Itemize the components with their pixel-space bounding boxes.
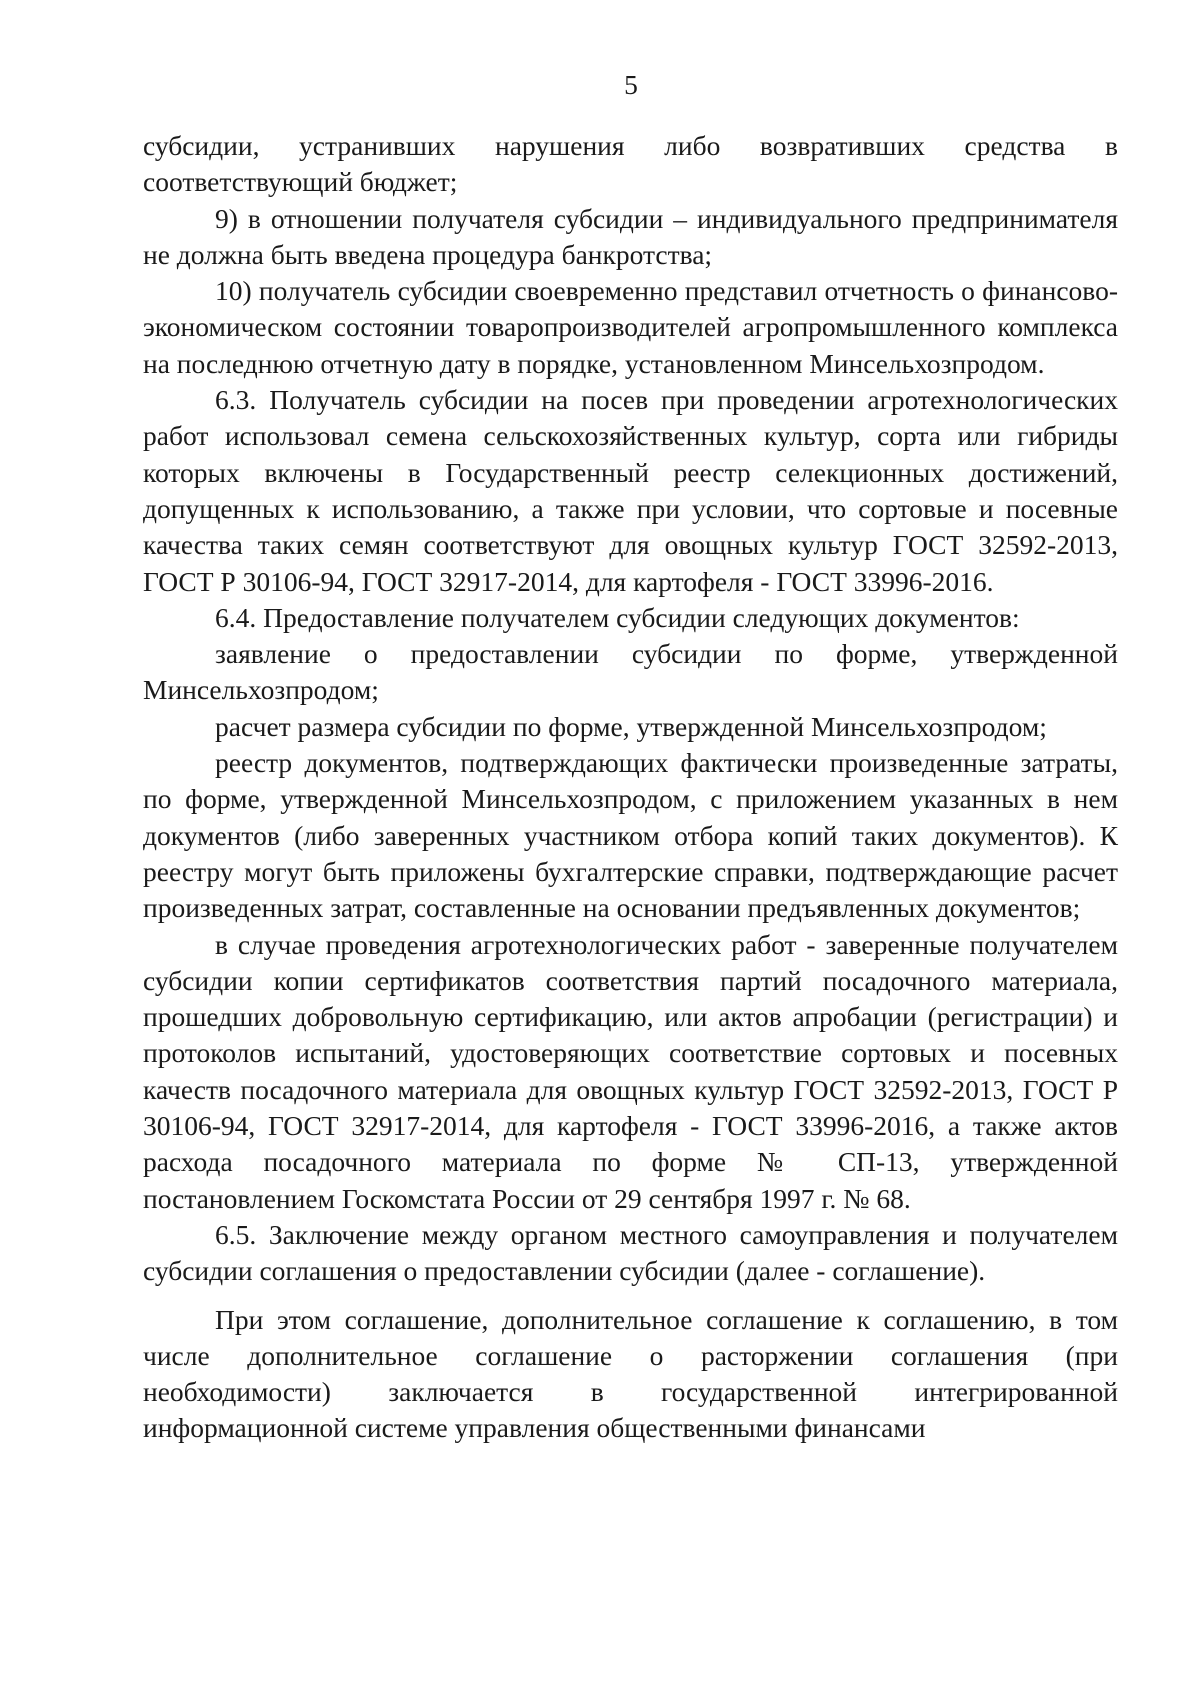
page-number: 5 xyxy=(624,69,638,100)
paragraph-6-4-documents: 6.4. Предоставление получателем субсидии следующих документов: xyxy=(215,601,1020,633)
paragraph-6-5-agreement: 6.5. Заключение между органом местного самоуправления и получателем субсидии соглашения о предоставлении субсидии (далее - соглашение). xyxy=(143,1218,1118,1287)
paragraph-agreement-system: При этом соглашение, дополнительное соглашение к соглашению, в том числе дополнительное соглашение о расторжении соглашения (при необходимости) заключается в государственной интегрированной информационной системе управления общественными финансами xyxy=(143,1303,1118,1444)
paragraph-6-3-seeds: 6.3. Получатель субсидии на посев при проведении агротехнологических работ использовал семена сельскохозяйственных культур, сорта или гибриды которых включены в Государственный реестр селекционных достижений, допущенных к использованию, а также при условии, что сортовые и посевные качества таких семян соответствуют для овощных культур ГОСТ 32592-2013, ГОСТ Р 30106-94, ГОСТ 32917-2014, для картофеля - ГОСТ 33996-2016. xyxy=(143,384,1118,597)
paragraph-certificates: в случае проведения агротехнологических работ - заверенные получателем субсидии копии сертификатов соответствия партий посадочного материала, прошедших добровольную сертификацию, или актов апробации (регистрации) и протоколов испытаний, удостоверяющих соответствие сортовых и посевных качеств посадочного материала для овощных культур ГОСТ 32592-2013, ГОСТ Р 30106-94, ГОСТ 32917-2014, для картофеля - ГОСТ 33996-2016, а также актов расхода посадочного материала по форме № СП-13, утвержденной постановлением Госкомстата России от 29 сентября 1997 г. № 68. xyxy=(143,928,1118,1214)
document-body xyxy=(143,128,1118,1447)
paragraph-subsidy-return-continuation: субсидии, устранивших нарушения либо возвративших средства в соответствующий бюджет; xyxy=(143,130,1118,198)
paragraph-documents-register: реестр документов, подтверждающих фактически произведенные затраты, по форме, утвержденной Минсельхозпродом, с приложением указанных в нем документов (либо заверенных участником отбора копий таких документов). К реестру могут быть приложены бухгалтерские справки, подтверждающие расчет произведенных затрат, составленные на основании предъявленных документов; xyxy=(143,747,1118,924)
paragraph-item-10-reporting: 10) получатель субсидии своевременно представил отчетность о финансово-экономическом состоянии товаропроизводителей агропромышленного комплекса на последнюю отчетную дату в порядке, установленном Минсельхозпродом. xyxy=(143,275,1118,379)
paragraph-application-form: заявление о предоставлении субсидии по форме, утвержденной Минсельхозпродом; xyxy=(143,638,1118,706)
paragraph-subsidy-calculation: расчет размера субсидии по форме, утвержденной Минсельхозпродом; xyxy=(215,710,1047,742)
paragraph-item-9-bankruptcy: 9) в отношении получателя субсидии – индивидуального предпринимателя не должна быть введена процедура банкротства; xyxy=(143,202,1118,270)
